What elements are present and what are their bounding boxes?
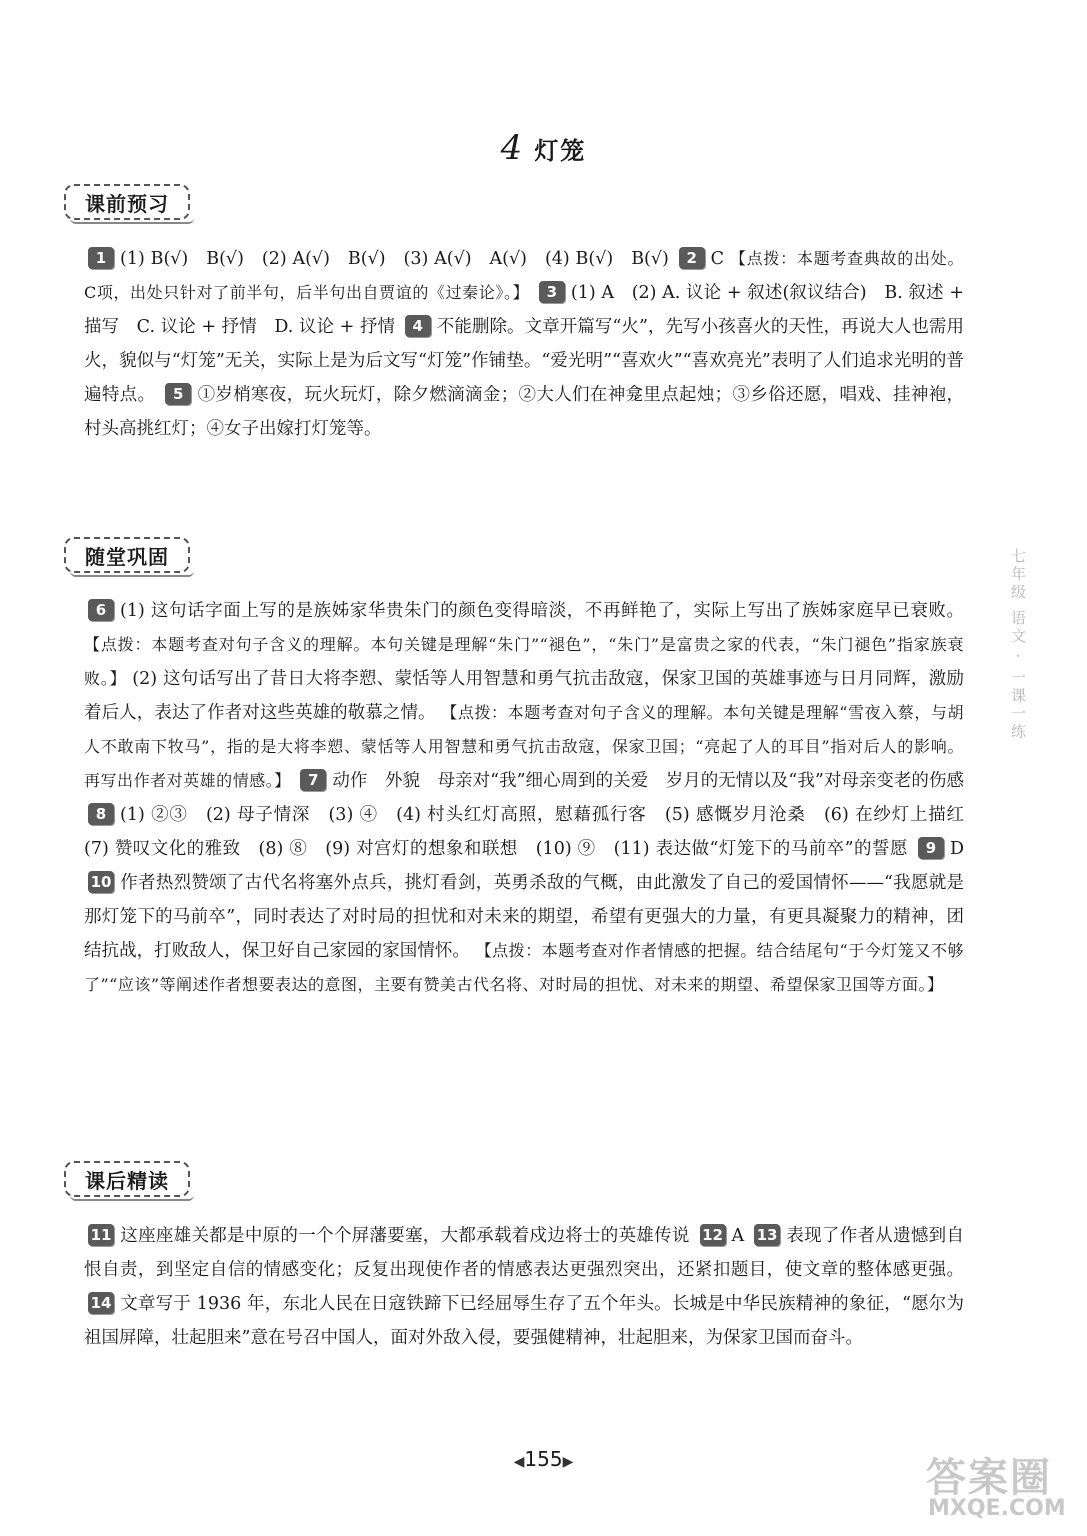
- question-badge: 11: [88, 1224, 114, 1246]
- question-badge: 5: [165, 383, 191, 405]
- answer-text: 这座座雄关都是中原的一个个屏藩要塞，大都承载着戍边将士的英雄传说: [120, 1226, 690, 1246]
- answer-text: 作者热烈赞颂了古代名将塞外点兵，挑灯看剑，英勇杀敌的气概，由此激发了自己的爱国情怀——“我愿就是那灯笼下的马前卒”，同时表达了对时局的担忧和对未来的期望，希望有更强大的力量，有更具凝聚力的精神，团结抗战，打败敌人，保卫好自己家园的家国情怀。: [84, 873, 964, 961]
- answer-text: ①岁梢寒夜，玩火玩灯，除夕燃滴滴金；②大人们在神龛里点起烛；③乡俗还愿，唱戏、挂神袍，村头高挑红灯；④女子出嫁打灯笼等。: [84, 385, 964, 439]
- answer-text: (1) A (2) A. 议论 + 叙述(叙议结合) B. 叙述 + 描写 C. 议论 + 抒情 D. 议论 + 抒情: [84, 283, 964, 337]
- tip-text: 【点拨：本题考查对句子含义的理解。本句关键是理解“雪夜入蔡，与胡人不敢南下牧马”，指的是大将李愬、蒙恬等人用智慧和勇气抗击敌寇，保家卫国；“亮起了人的耳目”指对后人的影响。再写出作者对英雄的情感。】: [84, 703, 965, 790]
- page-title: [0, 128, 1087, 168]
- question-badge: 1: [88, 247, 114, 269]
- watermark-text: 答案圈: [926, 1455, 1052, 1501]
- tip-text: 【点拨：本题考查典故的出处。C项，出处只针对了前半句，后半句出自贾谊的《过秦论》。】: [84, 249, 964, 302]
- answer-text: (1) ②③ (2) 母子情深 (3) ④ (4) 村头红灯高照，慰藉孤行客 (5) 感慨岁月沧桑 (6) 在纱灯上描红 (7) 赞叹文化的雅致 (8) ⑧ (9) 对宫灯的想象和联想 (10) ⑨ (11) 表达做“灯笼下的马前卒”的誓愿: [84, 805, 982, 859]
- page-number-value: 155: [524, 1447, 563, 1471]
- question-badge: 4: [405, 315, 431, 337]
- question-badge: 7: [300, 769, 326, 791]
- tip-text: 【点拨：本题考查对句子含义的理解。本句关键是理解“朱门”“褪色”，“朱门”是富贵之家的代表，“朱门褪色”指家族衰败。】: [84, 635, 964, 688]
- answer-text: 不能删除。文章开篇写“火”，先写小孩喜火的天性，再说大人也需用火，貌似与“灯笼”无关，实际上是为后文写“灯笼”作铺垫。“爱光明”“喜欢火”“喜欢亮光”表明了人们追求光明的普遍特点。: [84, 317, 964, 405]
- question-badge: 10: [88, 871, 114, 893]
- answer-text: C: [710, 249, 725, 269]
- lesson-title: 灯笼: [534, 136, 587, 165]
- question-badge: 9: [918, 837, 944, 859]
- section-header-reading: 课后精读: [64, 1161, 190, 1197]
- answer-text: 动作 外貌 母亲对“我”细心周到的关爱 岁月的无情以及“我”对母亲变老的伤感: [332, 771, 964, 791]
- lesson-number: 4: [500, 128, 525, 168]
- watermark-logo: [918, 1446, 1078, 1528]
- question-badge: 13: [754, 1224, 780, 1246]
- right-arrow-icon: ▶: [562, 1454, 574, 1470]
- question-badge: 2: [679, 247, 705, 269]
- section-header-consolidate: 随堂巩固: [64, 537, 190, 573]
- side-running-title: 七年级 语文 · 一课一练: [1009, 548, 1027, 742]
- left-arrow-icon: ◀: [513, 1454, 525, 1470]
- answer-text: 表现了作者从遗憾到自恨自责，到坚定自信的情感变化；反复出现使作者的情感表达更强烈突出，还紧扣题目，使文章的整体感更强。: [84, 1226, 964, 1280]
- answer-text: D: [949, 839, 964, 859]
- watermark-url: MXQE.COM: [928, 1496, 1066, 1521]
- tip-text: 【点拨：本题考查对作者情感的把握。结合结尾句“于今灯笼又不够了”“应该”等阐述作者想要表达的意图，主要有赞美古代名将、对时局的担忧、对未来的期望、希望保家卫国等方面。】: [84, 941, 964, 994]
- question-badge: 3: [539, 281, 565, 303]
- answer-text: A: [731, 1226, 745, 1246]
- section-header-preview: 课前预习: [64, 184, 190, 220]
- question-badge: 12: [700, 1224, 726, 1246]
- question-badge: 8: [88, 803, 114, 825]
- question-badge: 6: [88, 599, 114, 621]
- consolidate-answers: [84, 594, 982, 1002]
- answer-text: 文章写于 1936 年，东北人民在日寇铁蹄下已经屈辱生存了五个年头。长城是中华民族精神的象征，“愿尔为祖国屏障，壮起胆来”意在号召中国人，面对外敌入侵，要强健精神，壮起胆来，为保家卫国而奋斗。: [84, 1294, 964, 1348]
- answer-text: (2) 这句话写出了昔日大将李愬、蒙恬等人用智慧和勇气抗击敌寇，保家卫国的英雄事迹与日月同辉，激励着后人，表达了作者对这些英雄的敬慕之情。: [84, 669, 964, 723]
- answer-text: (1) 这句话字面上写的是族姊家华贵朱门的颜色变得暗淡，不再鲜艳了，实际上写出了族姊家庭早已衰败。: [120, 601, 964, 621]
- preview-answers: [84, 242, 964, 446]
- question-badge: 14: [88, 1292, 114, 1314]
- reading-answers: [84, 1219, 964, 1355]
- answer-text: (1) B(√) B(√) (2) A(√) B(√) (3) A(√) A(√) (4) B(√) B(√): [120, 249, 669, 269]
